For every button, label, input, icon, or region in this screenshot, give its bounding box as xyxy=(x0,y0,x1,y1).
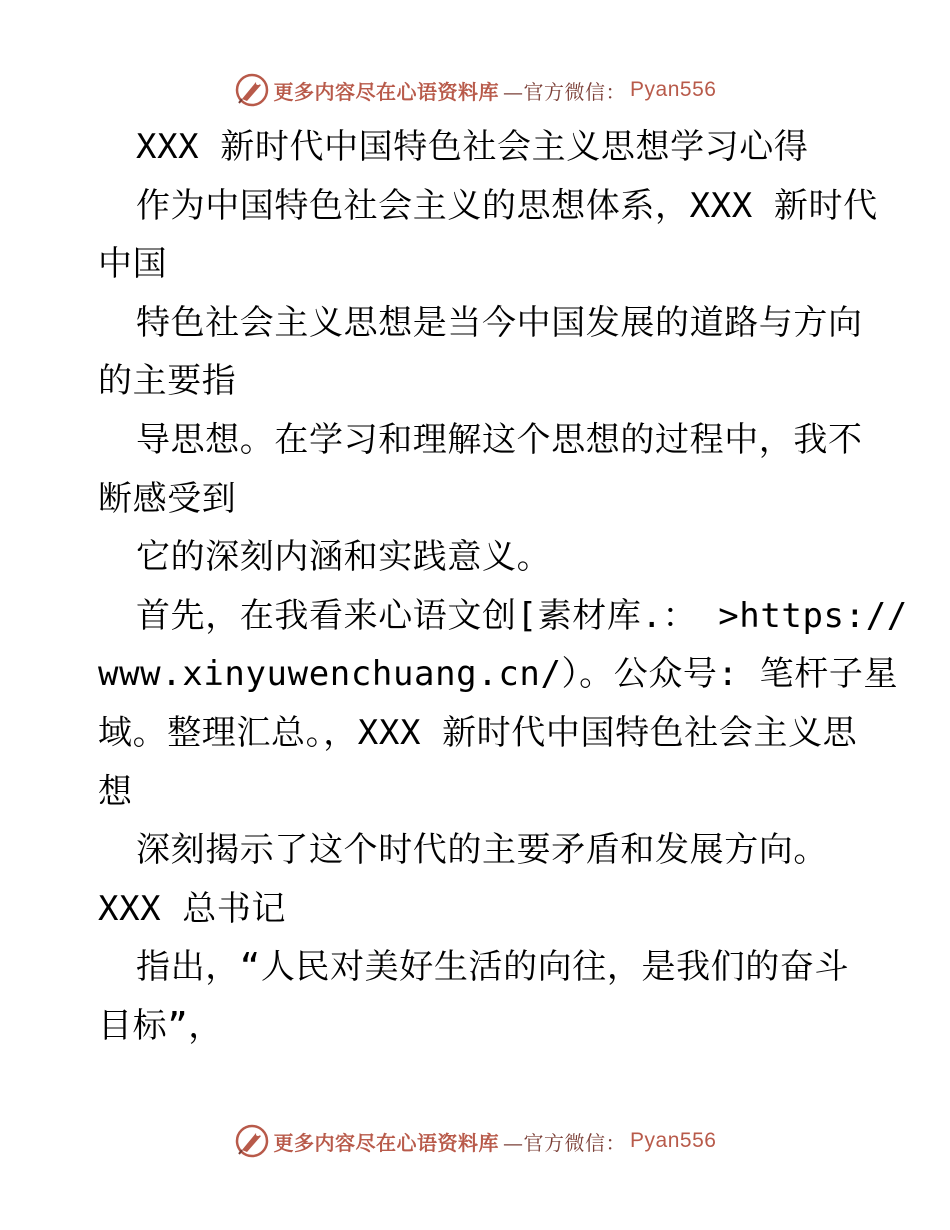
text-line: 导思想。在学习和理解这个思想的过程中，我不 xyxy=(136,419,863,460)
text-line: 域。整理汇总。，XXX 新时代中国特色社会主义思 xyxy=(98,712,858,753)
text-line: 它的深刻内涵和实践意义。 xyxy=(136,537,552,578)
banner-text-wechat-id: Pyan556 xyxy=(630,1129,717,1152)
text-line: XXX 总书记 xyxy=(98,888,287,929)
quill-pen-icon xyxy=(234,72,270,108)
text-line: 中国 xyxy=(98,244,168,285)
footer-watermark-banner xyxy=(0,1121,950,1161)
banner-text-wechat-label: —官方微信： xyxy=(503,79,627,104)
text-line: 目标”， xyxy=(98,1005,223,1046)
quill-pen-icon xyxy=(234,1123,270,1159)
banner-text-library: 更多内容尽在心语资料库 xyxy=(273,1130,500,1155)
text-line: 特色社会主义思想是当今中国发展的道路与方向 xyxy=(136,302,863,343)
document-body xyxy=(98,118,908,1056)
text-line: 断感受到 xyxy=(98,478,237,519)
text-line: 作为中国特色社会主义的思想体系，XXX 新时代 xyxy=(136,185,878,226)
banner-text-wechat-label: —官方微信： xyxy=(503,1130,627,1155)
header-watermark-banner xyxy=(0,70,950,110)
text-line: 的主要指 xyxy=(98,361,237,402)
text-line: 指出，“人民对美好生活的向往，是我们的奋斗 xyxy=(136,947,850,988)
text-line: 深刻揭示了这个时代的主要矛盾和发展方向。 xyxy=(136,830,828,871)
banner-text-wechat-id: Pyan556 xyxy=(630,78,717,101)
text-line: 首先，在我看来心语文创[素材库.： >https:// xyxy=(136,595,908,636)
banner-text-library: 更多内容尽在心语资料库 xyxy=(273,79,500,104)
text-line: www.xinyuwenchuang.cn/）。公众号: 笔杆子星 xyxy=(98,654,899,695)
text-line: 想 xyxy=(98,771,133,812)
document-title: XXX 新时代中国特色社会主义思想学习心得 xyxy=(136,127,809,167)
